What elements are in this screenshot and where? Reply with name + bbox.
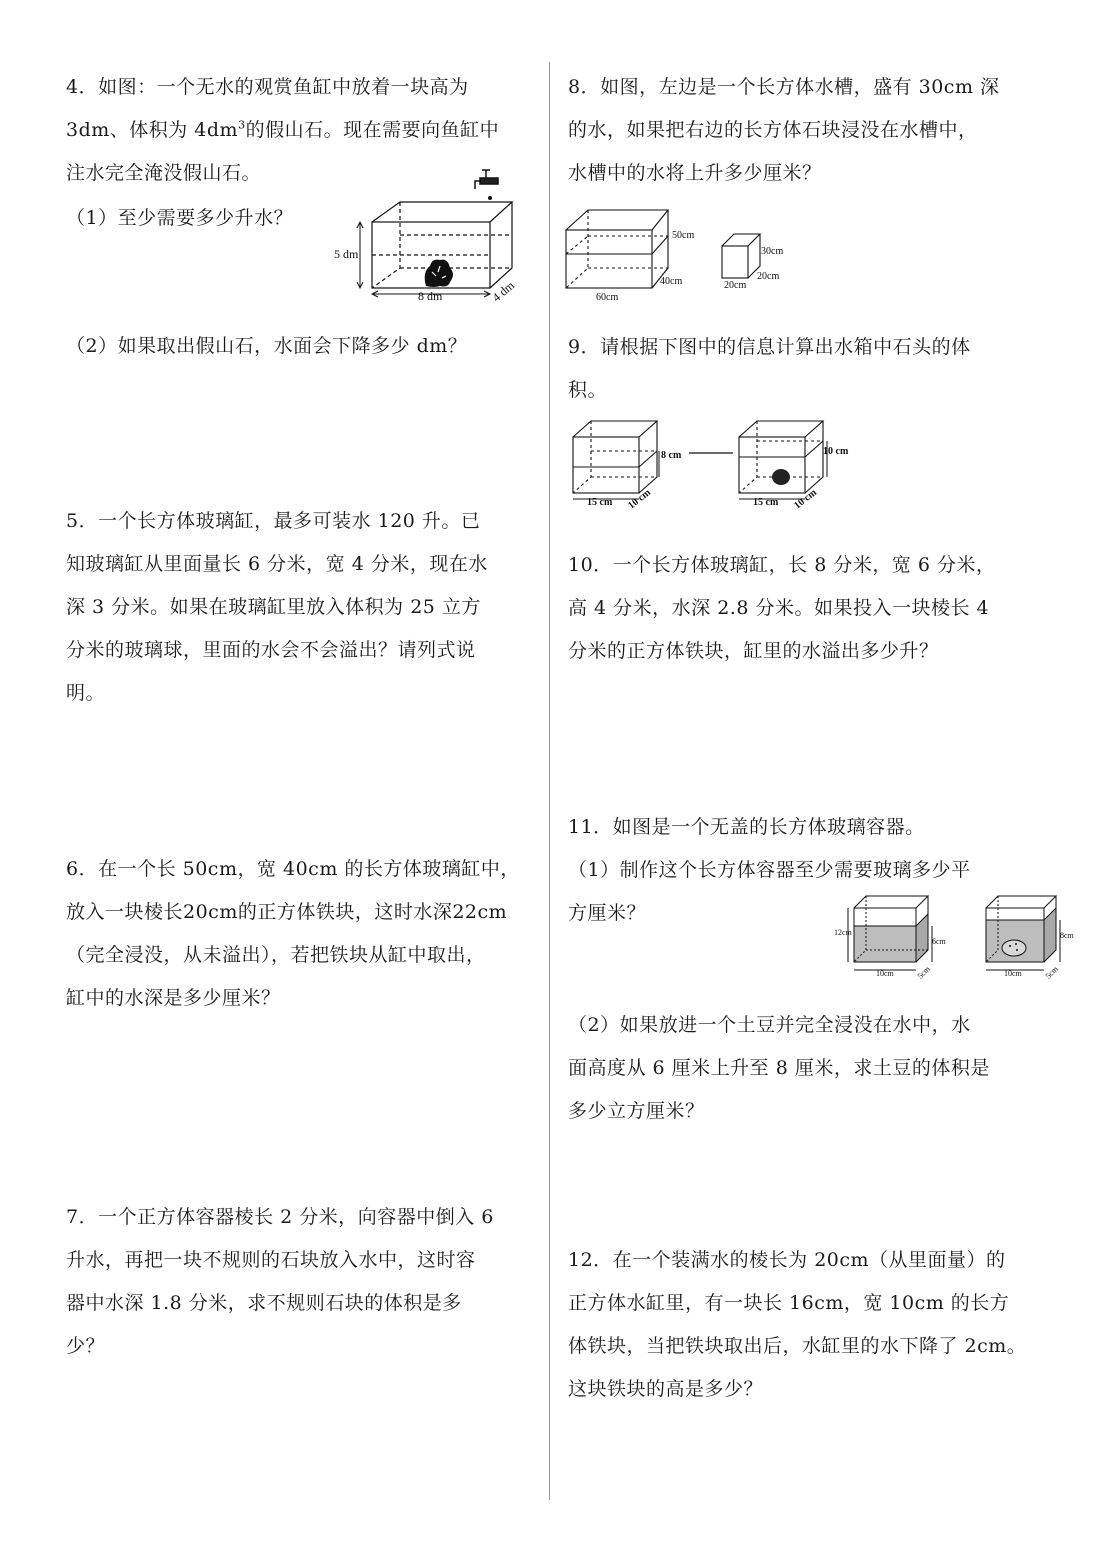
problem-5-line: 5．一个长方体玻璃缸，最多可装水 120 升。已: [66, 510, 481, 532]
column-divider: [549, 62, 550, 1500]
problem-11-question-1: 方厘米？: [568, 902, 647, 924]
problem-8-line: 8．如图，左边是一个长方体水槽，盛有 30cm 深: [568, 76, 1000, 98]
after-water-height-label: 10 cm: [823, 446, 849, 457]
problem-6-line: （完全浸没，从未溢出），若把铁块从缸中取出，: [66, 944, 486, 966]
problem-5-line: 知玻璃缸从里面量长 6 分米，宽 4 分米，现在水: [66, 553, 488, 575]
problem-7: [66, 1196, 541, 1368]
problem-4-line: 注水完全淹没假山石。: [66, 162, 262, 184]
problem-8: [568, 66, 1048, 195]
problem-10: [568, 544, 1048, 673]
tank-and-stone-figure: [560, 202, 800, 306]
problem-11-question-2: 多少立方厘米？: [568, 1100, 705, 1122]
problem-5: [66, 500, 541, 715]
container2-width-label: 5cm: [1043, 964, 1060, 981]
stone-width-label: 20cm: [757, 271, 780, 282]
faucet-icon: [475, 170, 498, 199]
problem-11-question-2: （2）如果放进一个土豆并完全浸没在水中，水: [568, 1014, 971, 1036]
problem-8-line: 水槽中的水将上升多少厘米？: [568, 162, 822, 184]
problem-11-question-2: 面高度从 6 厘米上升至 8 厘米，求土豆的体积是: [568, 1057, 990, 1079]
container-water-height-label: 6cm: [932, 937, 946, 946]
container-length-label: 10cm: [876, 969, 894, 978]
after-width-label: 10 cm: [792, 487, 819, 512]
problem-11-question-1: （1）制作这个长方体容器至少需要玻璃多少平: [568, 859, 971, 881]
problem-4-line2b: 的假山石。现在需要向鱼缸中: [245, 119, 500, 141]
problem-4-line: [66, 109, 536, 152]
potato-shape: [1002, 940, 1026, 956]
container2-water-height-label: 8cm: [1060, 931, 1074, 940]
problem-9-line: 积。: [568, 379, 608, 401]
fish-tank-height-label: 5 dm: [334, 247, 359, 261]
before-water-height-label: 8 cm: [661, 450, 682, 461]
problem-10-line: 10．一个长方体玻璃缸，长 8 分米，宽 6 分米，: [568, 554, 996, 576]
problem-7-line: 7．一个正方体容器棱长 2 分米，向容器中倒入 6: [66, 1206, 494, 1228]
rock-shape: [425, 260, 453, 287]
tank-height-label: 50cm: [672, 230, 695, 241]
tank-length-label: 60cm: [596, 292, 619, 303]
problem-4-question-1: （1）至少需要多少升水？: [66, 207, 294, 229]
stone-in-tank-figure: [565, 413, 865, 511]
before-length-label: 15 cm: [587, 497, 613, 508]
container2-length-label: 10cm: [1004, 969, 1022, 978]
problem-7-line: 升水，再把一块不规则的石块放入水中，这时容: [66, 1249, 476, 1271]
problem-8-line: 的水，如果把右边的长方体石块浸没在水槽中，: [568, 119, 978, 141]
glass-container-figure: [832, 886, 1072, 982]
stone-shape: [772, 469, 790, 485]
tank-width-label: 40cm: [660, 276, 683, 287]
problem-5-line: 分米的玻璃球，里面的水会不会溢出？请列式说: [66, 639, 476, 661]
problem-9-line: 9．请根据下图中的信息计算出水箱中石头的体: [568, 336, 971, 358]
cube-superscript: 3: [238, 118, 246, 132]
container-height-label: 12cm: [834, 928, 852, 937]
problem-4-question-2: （2）如果取出假山石，水面会下降多少 dm？: [66, 335, 468, 357]
problem-11-part-2: [568, 1004, 1048, 1133]
problem-4-line2a: 3dm、体积为 4dm: [66, 119, 239, 141]
after-length-label: 15 cm: [753, 497, 779, 508]
problem-10-line: 分米的正方体铁块，缸里的水溢出多少升？: [568, 640, 939, 662]
problem-9: [568, 326, 1048, 412]
problem-7-line: 少？: [66, 1335, 106, 1357]
problem-12: [568, 1239, 1068, 1411]
problem-10-line: 高 4 分米，水深 2.8 分米。如果投入一块棱长 4: [568, 597, 990, 619]
problem-6: [66, 848, 541, 1020]
problem-7-line: 器中水深 1.8 分米，求不规则石块的体积是多: [66, 1292, 462, 1314]
problem-12-line: 12．在一个装满水的棱长为 20cm（从里面量）的: [568, 1249, 1006, 1271]
before-width-label: 10 cm: [626, 487, 653, 512]
fish-tank-length-label: 8 dm: [418, 289, 443, 303]
fish-tank-width-label: 4 dm: [489, 278, 518, 305]
problem-5-line: 明。: [66, 682, 106, 704]
problem-6-line: 放入一块棱长20cm的正方体铁块，这时水深22cm: [66, 901, 508, 923]
problem-12-line: 这块铁块的高是多少？: [568, 1378, 764, 1400]
container-width-label: 5cm: [915, 964, 932, 981]
problem-12-line: 体铁块，当把铁块取出后，水缸里的水下降了 2cm。: [568, 1335, 1027, 1357]
fish-tank-figure: [330, 160, 530, 305]
stone-length-label: 20cm: [724, 280, 747, 291]
problem-5-line: 深 3 分米。如果在玻璃缸里放入体积为 25 立方: [66, 596, 481, 618]
problem-4-line: 4．如图：一个无水的观赏鱼缸中放着一块高为: [66, 76, 469, 98]
problem-6-line: 缸中的水深是多少厘米？: [66, 987, 281, 1009]
problem-12-line: 正方体水缸里，有一块长 16cm，宽 10cm 的长方: [568, 1292, 1010, 1314]
problem-6-line: 6．在一个长 50cm，宽 40cm 的长方体玻璃缸中，: [66, 858, 520, 880]
stone-height-label: 30cm: [761, 246, 784, 257]
problem-11-line: 11．如图是一个无盖的长方体玻璃容器。: [568, 816, 925, 838]
